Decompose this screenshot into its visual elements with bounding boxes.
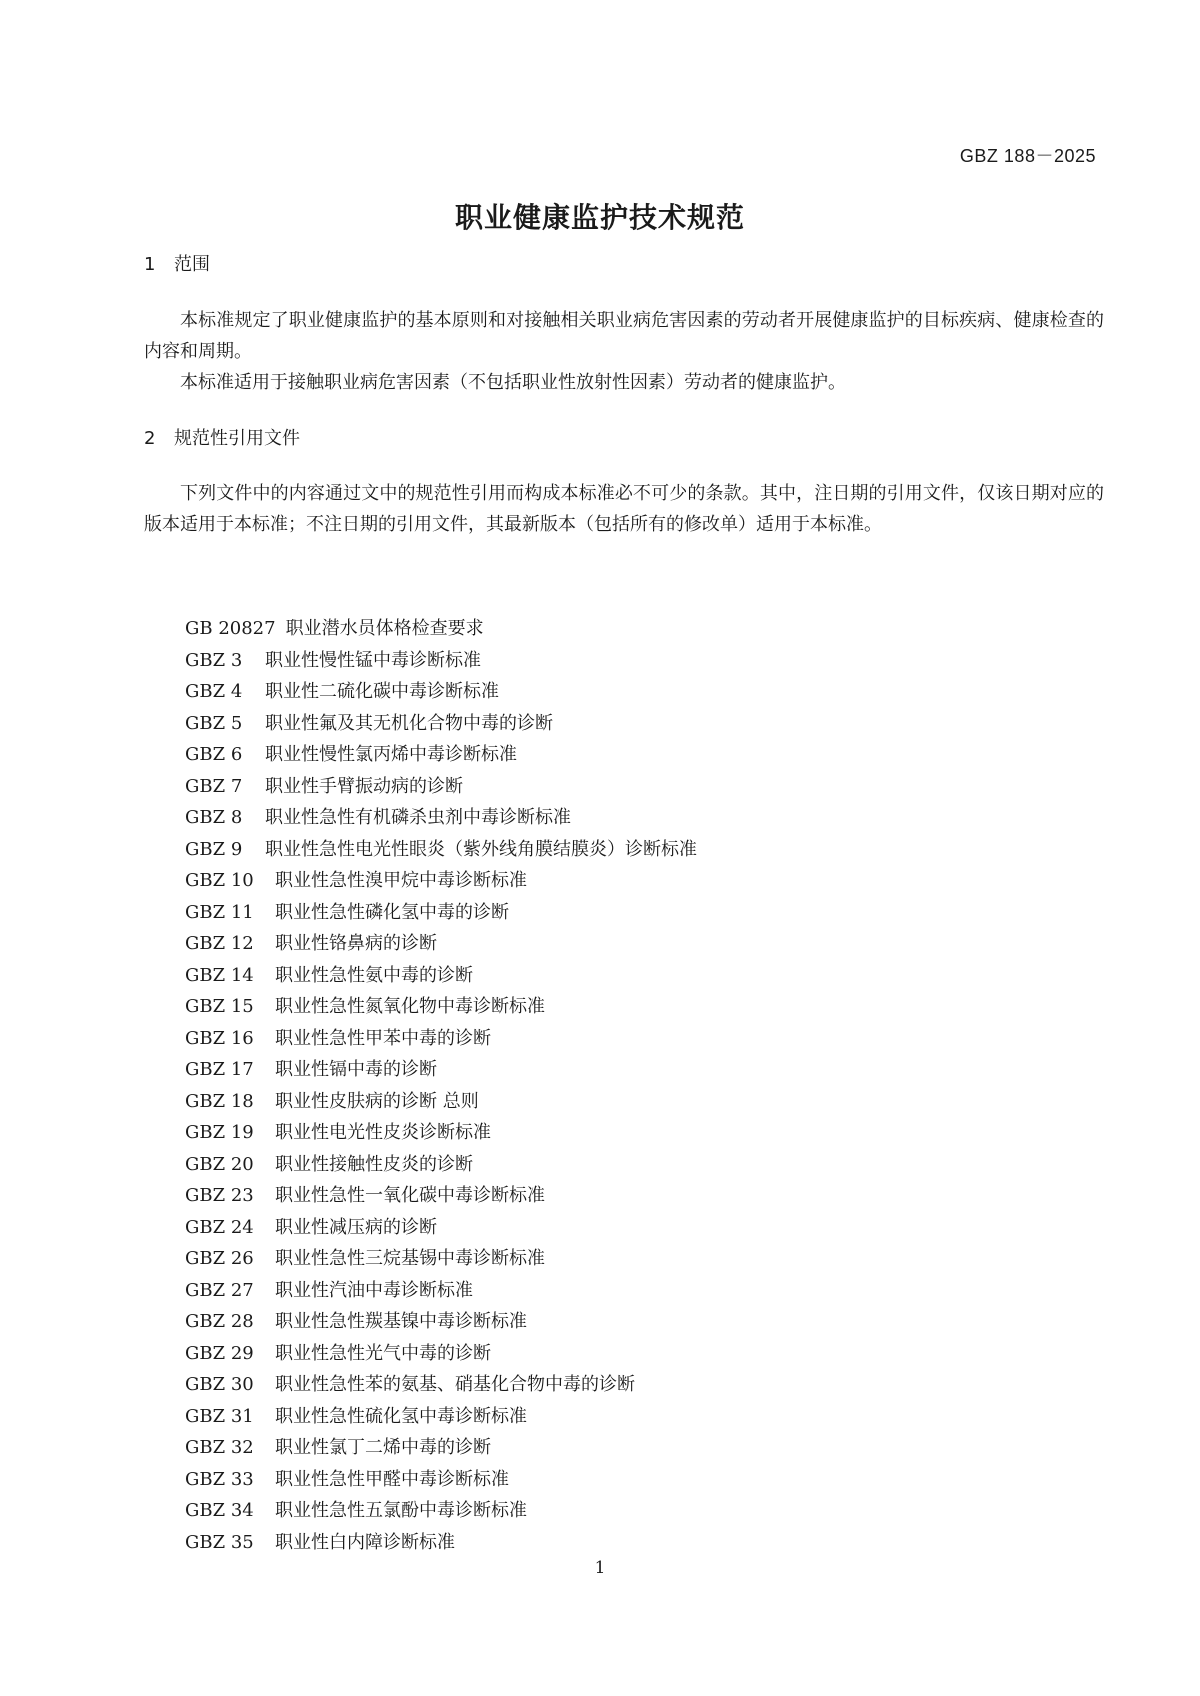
reference-code: GBZ 20 (185, 1153, 254, 1175)
reference-code: GBZ 31 (185, 1405, 254, 1427)
list-item (185, 802, 697, 834)
reference-code: GBZ 28 (185, 1311, 254, 1332)
list-item (185, 645, 697, 677)
reference-title: 职业性急性甲苯中毒的诊断 (275, 1027, 491, 1049)
reference-title: 职业性接触性皮炎的诊断 (275, 1153, 473, 1175)
reference-code: GBZ 18 (185, 1090, 254, 1112)
reference-code: GBZ 29 (185, 1342, 254, 1364)
reference-code: GBZ 34 (185, 1500, 254, 1521)
reference-code: GBZ 23 (185, 1185, 254, 1206)
reference-title: 职业性急性氮氧化物中毒诊断标准 (275, 996, 545, 1017)
reference-code: GBZ 27 (185, 1279, 254, 1301)
list-item (185, 1054, 697, 1086)
reference-title: 职业性急性光气中毒的诊断 (275, 1342, 491, 1364)
reference-code: GB 20827 (185, 618, 276, 639)
reference-title: 职业性皮肤病的诊断 总则 (275, 1090, 479, 1112)
reference-code: GBZ 10 (185, 870, 254, 891)
reference-code: GBZ 11 (185, 901, 254, 923)
reference-code: GBZ 19 (185, 1122, 254, 1143)
reference-title: 职业性白内障诊断标准 (275, 1531, 455, 1553)
list-item (185, 739, 697, 771)
reference-title: 职业性氯丁二烯中毒的诊断 (275, 1437, 491, 1458)
section-2-heading (144, 424, 300, 450)
list-item (185, 897, 697, 929)
list-item (185, 676, 697, 708)
page-number: 1 (594, 1558, 606, 1578)
list-item (185, 1495, 697, 1527)
reference-title: 职业性铬鼻病的诊断 (275, 933, 437, 954)
list-item (185, 1275, 697, 1307)
document-code: GBZ 188－2025 (959, 146, 1096, 166)
reference-code: GBZ 3 (185, 649, 243, 671)
reference-title: 职业性急性有机磷杀虫剂中毒诊断标准 (265, 807, 571, 828)
reference-code: GBZ 32 (185, 1437, 254, 1458)
section-1-heading (144, 250, 210, 276)
list-item (185, 708, 697, 740)
reference-title: 职业性手臂振动病的诊断 (265, 775, 463, 797)
reference-code: GBZ 33 (185, 1468, 254, 1490)
reference-title: 职业性电光性皮炎诊断标准 (275, 1122, 491, 1143)
reference-title: 职业性汽油中毒诊断标准 (275, 1279, 473, 1301)
reference-code: GBZ 4 (185, 681, 243, 702)
section-title: 范围 (174, 254, 210, 275)
reference-title: 职业性急性磷化氢中毒的诊断 (275, 901, 509, 923)
list-item (185, 1401, 697, 1433)
reference-title: 职业性急性电光性眼炎（紫外线角膜结膜炎）诊断标准 (265, 838, 697, 860)
list-item (185, 928, 697, 960)
reference-code: GBZ 7 (185, 775, 243, 797)
list-item (185, 834, 697, 866)
list-item (185, 1432, 697, 1464)
reference-title: 职业性急性硫化氢中毒诊断标准 (275, 1405, 527, 1427)
reference-title: 职业性急性三烷基锡中毒诊断标准 (275, 1248, 545, 1269)
reference-code: GBZ 24 (185, 1216, 254, 1238)
reference-title: 职业潜水员体格检查要求 (285, 618, 484, 639)
reference-code: GBZ 12 (185, 933, 254, 954)
list-item (185, 1086, 697, 1118)
reference-title: 职业性镉中毒的诊断 (275, 1059, 437, 1080)
list-item (185, 1464, 697, 1496)
reference-code: GBZ 26 (185, 1248, 254, 1269)
reference-title: 职业性急性甲醛中毒诊断标准 (275, 1468, 509, 1490)
list-item (185, 1212, 697, 1244)
section-number: 2 (144, 428, 156, 449)
list-item (185, 1338, 697, 1370)
list-item (185, 991, 697, 1023)
list-item (185, 1117, 697, 1149)
list-item (185, 771, 697, 803)
reference-title: 职业性急性羰基镍中毒诊断标准 (275, 1311, 527, 1332)
reference-code: GBZ 15 (185, 996, 254, 1017)
reference-title: 职业性慢性氯丙烯中毒诊断标准 (265, 744, 517, 765)
reference-list (185, 613, 697, 1558)
paragraph: 本标准适用于接触职业病危害因素（不包括职业性放射性因素）劳动者的健康监护。 (180, 372, 846, 393)
reference-code: GBZ 6 (185, 744, 243, 765)
section-number: 1 (144, 254, 156, 275)
reference-code: GBZ 8 (185, 807, 243, 828)
paragraph: 本标准规定了职业健康监护的基本原则和对接触相关职业病危害因素的劳动者开展健康监护的目标疾病、健康检查的内容和周期。 (144, 310, 1104, 362)
reference-code: GBZ 35 (185, 1531, 254, 1553)
list-item (185, 1243, 697, 1275)
reference-title: 职业性急性溴甲烷中毒诊断标准 (275, 870, 527, 891)
reference-title: 职业性急性五氯酚中毒诊断标准 (275, 1500, 527, 1521)
list-item (185, 613, 697, 645)
reference-title: 职业性氟及其无机化合物中毒的诊断 (265, 712, 553, 734)
list-item (185, 1023, 697, 1055)
list-item (185, 960, 697, 992)
reference-code: GBZ 30 (185, 1374, 254, 1395)
list-item (185, 1149, 697, 1181)
reference-code: GBZ 9 (185, 838, 243, 860)
reference-code: GBZ 17 (185, 1059, 254, 1080)
list-item (185, 865, 697, 897)
reference-title: 职业性慢性锰中毒诊断标准 (265, 649, 481, 671)
reference-code: GBZ 5 (185, 712, 243, 734)
reference-code: GBZ 14 (185, 964, 254, 986)
reference-title: 职业性急性苯的氨基、硝基化合物中毒的诊断 (275, 1374, 635, 1395)
list-item (185, 1369, 697, 1401)
list-item (185, 1180, 697, 1212)
list-item (185, 1306, 697, 1338)
reference-title: 职业性急性氨中毒的诊断 (275, 964, 473, 986)
reference-title: 职业性急性一氧化碳中毒诊断标准 (275, 1185, 545, 1206)
reference-code: GBZ 16 (185, 1027, 254, 1049)
reference-title: 职业性二硫化碳中毒诊断标准 (265, 681, 499, 702)
list-item (185, 1527, 697, 1559)
paragraph: 下列文件中的内容通过文中的规范性引用而构成本标准必不可少的条款。其中，注日期的引用文件，仅该日期对应的版本适用于本标准；不注日期的引用文件，其最新版本（包括所有的修改单）适用于本标准。 (144, 483, 1104, 535)
reference-title: 职业性减压病的诊断 (275, 1216, 437, 1238)
section-1-body (144, 305, 1104, 398)
section-2-body (144, 478, 1104, 540)
section-title: 规范性引用文件 (174, 428, 300, 449)
document-title: 职业健康监护技术规范 (454, 201, 745, 234)
